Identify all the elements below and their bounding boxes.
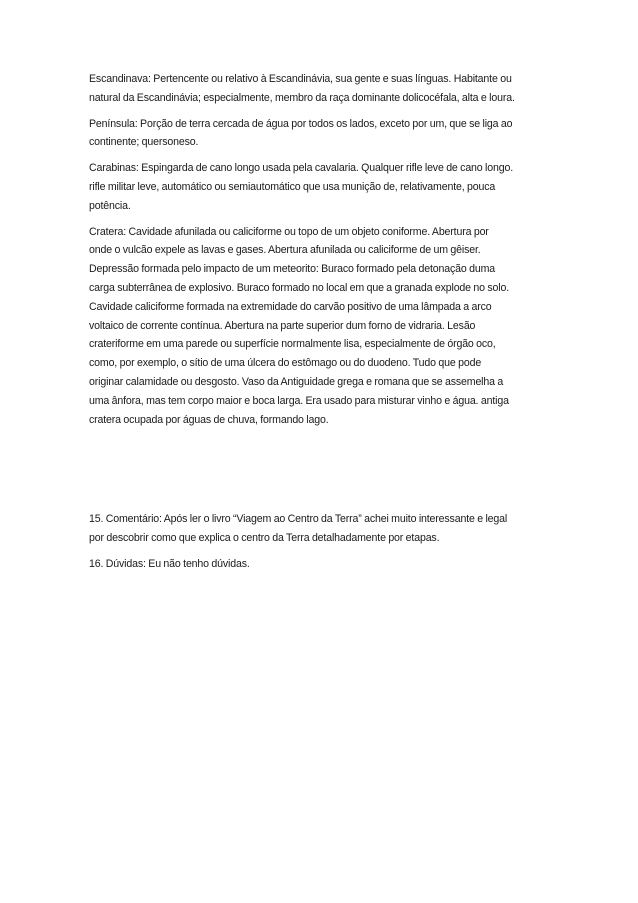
text-line: voltaico de corrente contínua. Abertura na parte superior dum forno de vidraria. Lesão bbox=[89, 319, 476, 332]
text-line: Escandinava: Pertencente ou relativo à Escandinávia, sua gente e suas línguas. Habitante ou bbox=[89, 73, 512, 85]
text-line: como, por exemplo, o sítio de uma úlcera do estômago ou do duodeno. Tudo que pode bbox=[89, 357, 482, 370]
paragraph-duvidas bbox=[89, 555, 559, 574]
text-line: natural da Escandinávia; especialmente, membro da raça dominante dolicocéfala, alta e loura. bbox=[89, 91, 515, 104]
paragraph-carabinas bbox=[89, 159, 559, 215]
text-line: potência. bbox=[89, 199, 131, 212]
document-content bbox=[89, 70, 559, 581]
paragraph-comentario bbox=[89, 510, 559, 548]
section-spacer bbox=[89, 436, 559, 510]
text-line: originar calamidade ou desgosto. Vaso da Antiguidade grega e romana que se assemelha a bbox=[89, 375, 504, 388]
text-line: 15. Comentário: Após ler o livro “Viagem ao Centro da Terra” achei muito interessante e legal bbox=[89, 513, 508, 526]
text-line: onde o vulcão expele as lavas e gases. Abertura afunilada ou caliciforme de um gêiser. bbox=[89, 244, 481, 257]
text-line: uma ânfora, mas tem corpo maior e boca larga. Era usado para misturar vinho e água. antiga bbox=[89, 394, 509, 407]
text-line: Cavidade caliciforme formada na extremidade do carvão positivo de uma lâmpada a arco bbox=[89, 300, 492, 313]
text-line: Cratera: Cavidade afunilada ou caliciforme ou topo de um objeto coniforme. Abertura por bbox=[89, 225, 489, 238]
text-line: crateriforme em uma parede ou superfície normalmente lisa, especialmente de órgão oco, bbox=[89, 338, 496, 351]
text-line: 16. Dúvidas: Eu não tenho dúvidas. bbox=[89, 557, 250, 570]
paragraph-cratera bbox=[89, 223, 559, 430]
paragraph-peninsula bbox=[89, 115, 559, 153]
text-line: Depressão formada pelo impacto de um meteorito: Buraco formado pela detonação duma bbox=[89, 263, 496, 276]
text-line: carga subterrânea de explosivo. Buraco formado no local em que a granada explode no solo. bbox=[89, 281, 510, 294]
text-line: cratera ocupada por águas de chuva, formando lago. bbox=[89, 413, 329, 426]
text-line: rifle militar leve, automático ou semiautomático que usa munição de, relativamente, pouca bbox=[89, 180, 496, 193]
text-line: por descobrir como que explica o centro da Terra detalhadamente por etapas. bbox=[89, 532, 440, 545]
text-line: Carabinas: Espingarda de cano longo usada pela cavalaria. Qualquer rifle leve de cano longo. bbox=[89, 162, 514, 175]
text-line: continente; quersoneso. bbox=[89, 136, 199, 149]
paragraph-escandinava bbox=[89, 70, 559, 108]
text-line: Península: Porção de terra cercada de água por todos os lados, exceto por um, que se liga ao bbox=[89, 117, 513, 130]
